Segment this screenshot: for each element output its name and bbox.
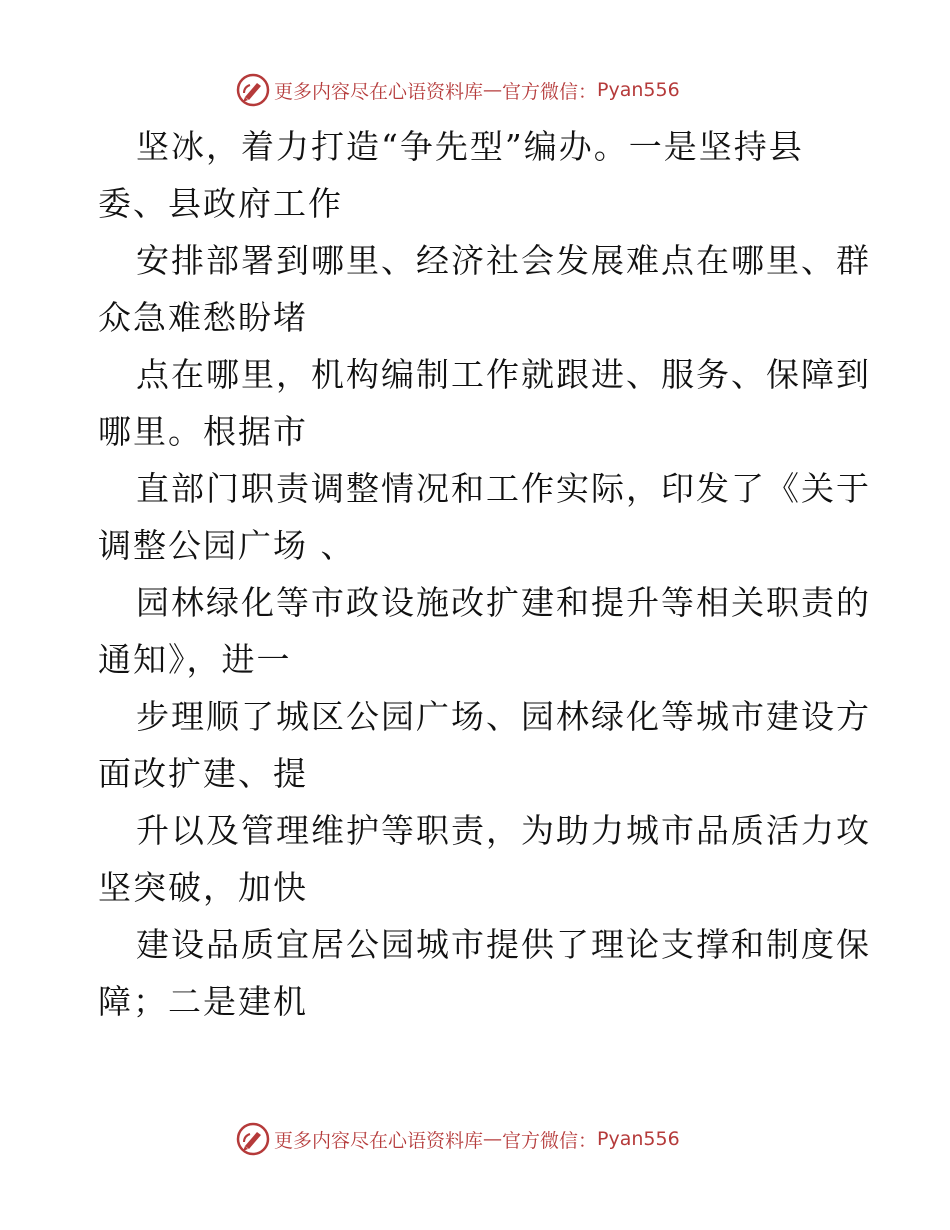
separator-dash: — xyxy=(483,79,503,101)
paragraph xyxy=(98,232,871,346)
paragraph-line: 众急难愁盼堵 xyxy=(98,298,308,337)
paragraph xyxy=(98,346,871,460)
promo-text: 更多内容尽在心语资料库 xyxy=(274,80,484,103)
paragraph-line: 坚突破，加快 xyxy=(98,868,308,907)
paragraph xyxy=(98,460,871,574)
paragraph-line: 委、县政府工作 xyxy=(98,184,343,223)
paragraph xyxy=(98,688,871,802)
paragraph-line: 升以及管理维护等职责，为助力城市品质活力攻 xyxy=(136,811,871,850)
paragraph xyxy=(98,802,871,916)
paragraph xyxy=(98,574,871,688)
paragraph-line: 园林绿化等市政设施改扩建和提升等相关职责的 xyxy=(136,583,871,622)
pen-logo-icon xyxy=(236,1122,270,1156)
document-body xyxy=(98,118,871,1030)
header-watermark-banner xyxy=(236,73,680,107)
footer-watermark-banner xyxy=(236,1122,680,1156)
paragraph xyxy=(98,916,871,1030)
paragraph-line: 步理顺了城区公园广场、园林绿化等城市建设方 xyxy=(136,697,871,736)
wechat-id: Pyan556 xyxy=(597,79,680,101)
paragraph-line: 通知》，进一 xyxy=(98,640,292,679)
paragraph-line: 建设品质宜居公园城市提供了理论支撑和制度保 xyxy=(136,925,871,964)
paragraph-line: 安排部署到哪里、经济社会发展难点在哪里、群 xyxy=(136,241,871,280)
paragraph-line: 哪里。根据市 xyxy=(98,412,308,451)
promo-text: 更多内容尽在心语资料库 xyxy=(274,1129,484,1152)
wechat-label: 官方微信： xyxy=(502,1129,598,1152)
wechat-label: 官方微信： xyxy=(502,80,598,103)
paragraph-line: 障；二是建机 xyxy=(98,982,308,1021)
paragraph-line: 直部门职责调整情况和工作实际，印发了《关于 xyxy=(136,469,871,508)
separator-dash: — xyxy=(483,1128,503,1150)
pen-logo-icon xyxy=(236,73,270,107)
paragraph-line: 坚冰，着力打造“争先型”编办。一是坚持县 xyxy=(136,127,804,166)
wechat-id: Pyan556 xyxy=(597,1128,680,1150)
paragraph xyxy=(98,118,868,232)
paragraph-line: 点在哪里，机构编制工作就跟进、服务、保障到 xyxy=(136,355,871,394)
paragraph-line: 面改扩建、提 xyxy=(98,754,308,793)
paragraph-line: 调整公园广场 、 xyxy=(98,526,356,565)
